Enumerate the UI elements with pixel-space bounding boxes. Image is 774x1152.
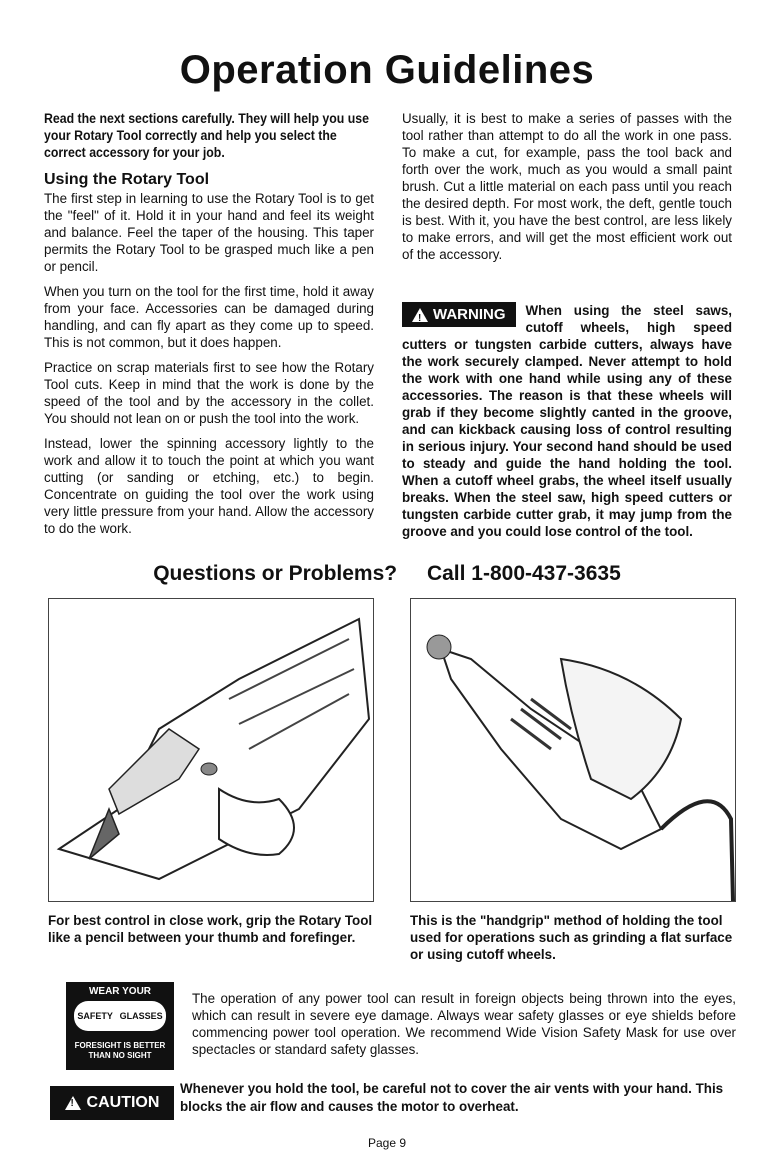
left-column	[44, 110, 374, 545]
questions-label: Questions or Problems?	[153, 562, 398, 585]
warning-text: When using the steel saws, cutoff wheels, high speed cutters or tungsten carbide cutters, always have the work securely clamped. Never attempt to hold the work with one hand while using any of these accessories. The reason is that these wheels will grab if they become slightly canted in the groove, and can kickback causing loss of control resulting in serious injury. Your second hand should be used to steady and guide the hand holding the tool. When a cutoff wheel grabs, the wheel itself usually breaks. When the steel saw, high speed cutters or tungsten carbide cutter grab, it may jump from the groove and you could lose control of the tool.	[402, 303, 732, 539]
warning-block	[402, 302, 732, 540]
safety-text: The operation of any power tool can result in foreign objects being thrown into the eyes, which can result in severe eye damage. Always wear safety glasses or eye shields before commencing power tool operation. We recommend Wide Vision Safety Mask for use over spectacles or standard safety glasses.	[192, 991, 736, 1057]
caution-text: Whenever you hold the tool, be careful not to cover the air vents with your hand. This blocks the air flow and causes the motor to overheat.	[180, 1081, 724, 1114]
intro-lead: Read the next sections carefully. They will help you use your Rotary Tool correctly and help you select the correct accessory for your job.	[44, 111, 369, 160]
caution-badge: ! CAUTION	[50, 1086, 174, 1120]
caption-handgrip: This is the "handgrip" method of holding the tool used for operations such as grinding a flat surface or using cutoff wheels.	[410, 913, 733, 962]
hand-with-tool-icon	[49, 599, 373, 901]
paragraph: When you turn on the tool for the first time, hold it away from your face. Accessories can be damaged during handling, and can fly apart as they come up to speed. This is not common, but it does happen.	[44, 284, 374, 350]
paragraph: Instead, lower the spinning accessory lightly to the work and allow it to touch the point at which you want cutting (or sanding or etching, etc.) to begin. Concentrate on guiding the tool over the work using very little pressure from your hand. Allow the accessory to do the work.	[44, 436, 374, 536]
right-column	[402, 110, 732, 271]
paragraph: Practice on scrap materials first to see how the Rotary Tool cuts. Keep in mind that the work is done by the speed of the tool and by the accessory in the collet. You should not lean on or push the tool into the work.	[44, 360, 374, 426]
page-number: Page 9	[367, 1136, 407, 1150]
pencil-grip-illustration	[48, 598, 374, 902]
paragraph: The first step in learning to use the Rotary Tool is to get the "feel" of it. Hold it in your hand and feel its weight and balance. Feel the taper of the housing. This taper permits the Rotary Tool to be grasped much like a pen or pencil.	[44, 191, 374, 274]
logo-top-text: WEAR YOUR	[88, 986, 152, 997]
handgrip-illustration	[410, 598, 736, 902]
logo-bottom-text: FORESIGHT IS BETTER THAN NO SIGHT	[74, 1041, 166, 1060]
warning-triangle-icon	[412, 308, 428, 322]
page-title: Operation Guidelines	[179, 48, 595, 92]
phone-number: Call 1-800-437-3635	[426, 562, 621, 585]
warning-badge: ! WARNING	[402, 302, 516, 327]
caution-triangle-icon	[65, 1096, 81, 1110]
paragraph: Usually, it is best to make a series of passes with the tool rather than attempt to do all the work in one pass. To make a cut, for example, pass the tool back and forth over the work, much as you would a small paint brush. Cut a little material on each pass until you reach the desired depth. For most work, the deft, gentle touch is best. With it, you have the best control, are less likely to make errors, and will get the most efficient work out of the accessory.	[402, 111, 732, 262]
caption-pencil-grip: For best control in close work, grip the Rotary Tool like a pencil between your thumb and forefinger.	[48, 913, 373, 945]
glasses-icon: SAFETY GLASSES	[74, 1001, 166, 1031]
hand-gripping-tool-icon	[411, 599, 735, 901]
support-line	[0, 562, 774, 586]
safety-glasses-logo	[66, 982, 174, 1070]
section-heading: Using the Rotary Tool	[44, 171, 210, 188]
